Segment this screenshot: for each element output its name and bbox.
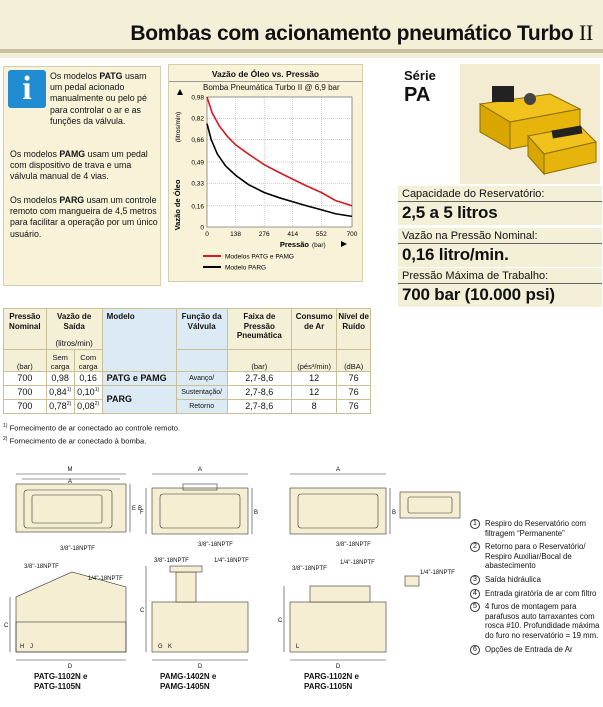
caption-line: PAMG-1405N [160, 682, 210, 691]
caption-line: PATG-1105N [34, 682, 81, 691]
dim-a3: A [335, 467, 341, 473]
y-axis-arrow-icon [177, 89, 183, 95]
paragraph-text: Os modelos [50, 71, 100, 81]
paragraph-text: usam um pedal com dispositivo de trava e uma válvula manual de 4 vias. [10, 149, 148, 182]
series-label: Série [404, 68, 436, 83]
caption-line: PATG-1102N e [34, 672, 88, 681]
pump-photo-illustration [460, 64, 600, 184]
y-tick-label: 0,66 [191, 136, 204, 144]
th-pressao: Pressão Nominal [4, 309, 47, 350]
legend-text: Entrada giratória de ar com filtro [485, 588, 597, 598]
legend-text: Respiro do Reservatório com filtragem “Permanente” [485, 519, 586, 538]
dim-d3: D [335, 664, 341, 670]
table-row [4, 385, 371, 399]
patg-top-view [16, 484, 126, 532]
cell-com [74, 385, 102, 399]
spec-label: Pressão Máxima de Trabalho: [398, 268, 602, 284]
spec-pressure [398, 268, 602, 307]
footnote-text: Fornecimento de ar conectado à bomba. [9, 436, 147, 446]
legend-item [470, 542, 600, 571]
model-name: PATG [99, 71, 123, 81]
th-sem-carga: Sem carga [46, 349, 74, 371]
flow-pressure-chart [169, 65, 364, 283]
port-patg-top: 3/8"-18NPTF [60, 546, 95, 552]
series-badge [404, 68, 436, 107]
cell-faixa: 2,7-8,6 [227, 371, 291, 385]
spec-value: 2,5 a 5 litros [402, 203, 498, 222]
y-axis-label: Vazão de Óleo [173, 179, 182, 231]
cell-consumo: 12 [291, 385, 336, 399]
cell-sem-value: 0,84 [49, 387, 67, 397]
dim-f: F [140, 510, 144, 516]
cell-ruido: 76 [337, 371, 371, 385]
port-patg-side-14: 1/4"-18NPTF [88, 576, 123, 582]
info-paragraph-patg [50, 71, 158, 127]
series-value: PA [404, 84, 431, 106]
spec-value: 0,16 litro/min. [402, 245, 509, 264]
caption-pamg [160, 672, 216, 692]
chart-subtitle: Bomba Pneumática Turbo II @ 6,9 bar [203, 83, 340, 92]
footnote-sup: 2) [3, 435, 8, 442]
cell-faixa: 2,7-8,6 [227, 385, 291, 399]
paragraph-text: Os modelos [10, 195, 60, 205]
th-vazao-label: Vazão de Saída [57, 312, 92, 331]
legend-text: 4 furos de montagem para parafusos auto tarraxantes com rosca #10. Profundidade máxima do furo no reservatório = 19 mm. [485, 602, 600, 640]
unit-funcao [176, 349, 227, 371]
parg-top-view [290, 488, 386, 534]
cell-com: 0,16 [74, 371, 102, 385]
th-vazao-unit: (litros/min) [55, 339, 93, 348]
table-footnotes [3, 421, 180, 446]
footnote-1 [3, 421, 180, 434]
cell-ruido: 76 [337, 385, 371, 399]
caption-patg [34, 672, 88, 692]
x-axis-unit: (bar) [312, 242, 326, 249]
pamg-side-view [152, 602, 248, 652]
cell-sem [46, 385, 74, 399]
parg-side-view [290, 602, 386, 652]
header-rule [0, 49, 603, 53]
model-name: PARG [59, 195, 85, 205]
dim-c3: C [278, 618, 283, 624]
legend-entry: Modelos PATG e PAMG [225, 253, 294, 261]
legend-number: 1 [470, 519, 480, 529]
footnote-sup: 1) [3, 423, 8, 429]
y-axis-unit: (litros/min) [175, 111, 182, 143]
table-row [4, 371, 371, 385]
cell-pressao: 700 [4, 385, 47, 399]
cell-com-sup: 1) [94, 387, 100, 393]
legend-number: 3 [470, 575, 480, 585]
x-axis-label: Pressão [279, 240, 309, 249]
x-tick-label: 552 [315, 231, 327, 238]
caption-parg [304, 672, 359, 692]
cell-com [74, 399, 102, 413]
cell-funcao: Sustentação/ [176, 385, 227, 399]
cell-com-value: 0,10 [77, 387, 95, 397]
paragraph-text: Os modelos [10, 149, 60, 159]
y-tick-label: 0,49 [191, 159, 204, 167]
page-title-text: Bombas com acionamento pneumático Turbo [130, 22, 574, 45]
port-pamg-side-38: 3/8"-18NPTF [154, 558, 189, 564]
cell-faixa: 2,7-8,6 [227, 399, 291, 413]
x-tick-label: 276 [258, 231, 270, 238]
spec-value: 700 bar (10.000 psi) [402, 285, 555, 304]
legend-item [470, 645, 600, 655]
legend-number: 6 [470, 645, 480, 655]
footnote-2 [3, 434, 180, 447]
model-name: PAMG [59, 149, 86, 159]
cell-funcao: Avanço/ [176, 371, 227, 385]
dim-a: A [67, 479, 73, 485]
table-row [4, 399, 371, 413]
legend-item [470, 602, 600, 640]
dim-l: L [296, 644, 300, 650]
cell-pressao: 700 [4, 399, 47, 413]
y-tick-label: 0,33 [191, 180, 204, 188]
dim-k: K [168, 644, 173, 650]
legend-item [470, 589, 600, 599]
caption-line: PARG-1102N e [304, 672, 359, 681]
cell-com-value: 0,08 [77, 401, 95, 411]
product-photo [460, 64, 600, 184]
x-tick-label: 700 [346, 231, 358, 238]
dim-d2: D [197, 664, 203, 670]
port-parg-side-14a: 1/4"-18NPTF [340, 560, 375, 566]
paragraph-text: usam um pedal acionado manualmente ou pelo pé para controlar o ar e as funções da válvula. [50, 71, 147, 126]
x-tick-label: 414 [287, 231, 299, 238]
cell-ruido: 76 [337, 399, 371, 413]
spec-reservoir [398, 186, 602, 225]
dim-c2: C [140, 608, 145, 614]
drawing-legend [470, 519, 600, 658]
page-header [0, 0, 603, 58]
caption-line: PARG-1105N [304, 682, 353, 691]
legend-item [470, 519, 600, 538]
paragraph-text: usam um controle remoto com mangueira de 4,5 metros para facilitar a operação por um único usuário. [10, 195, 158, 239]
th-consumo: Consumo de Ar [291, 309, 336, 350]
spec-flow [398, 228, 602, 267]
cell-pressao: 700 [4, 371, 47, 385]
port-patg-side-38: 3/8"-18NPTF [24, 564, 59, 570]
chart-panel [168, 64, 363, 282]
th-ruido: Nível de Ruído [337, 309, 371, 350]
cell-sem-sup: 2) [66, 401, 72, 407]
port-parg-side-38: 3/8"-18NPTF [292, 566, 327, 572]
unit-ruido: (dBA) [337, 349, 371, 371]
legend-number: 4 [470, 589, 480, 599]
y-tick-label: 0,98 [191, 94, 204, 102]
unit-consumo: (pés³/min) [291, 349, 336, 371]
x-axis-arrow-icon [341, 241, 347, 247]
port-parg-top: 3/8"-18NPTF [336, 542, 371, 548]
cell-sem-sup: 1) [66, 387, 72, 393]
cell-com-sup: 2) [94, 401, 100, 407]
cell-modelo: PATG e PAMG [102, 371, 176, 385]
legend-text: Opções de Entrada de Ar [485, 644, 573, 654]
th-funcao: Função da Válvula [176, 309, 227, 350]
legend-number: 2 [470, 542, 480, 552]
page-title [130, 20, 593, 46]
dim-m: M [67, 467, 73, 473]
th-com-carga: Com carga [74, 349, 102, 371]
legend-text: Saída hidráulica [485, 574, 541, 584]
dim-h: H [20, 644, 25, 650]
patg-side-view [16, 572, 126, 652]
cell-modelo: PARG [102, 385, 176, 413]
x-tick-label: 138 [230, 231, 242, 238]
port-pamg-side-14: 1/4"-18NPTF [214, 558, 249, 564]
dim-g: G [158, 644, 163, 650]
unit-faixa: (bar) [227, 349, 291, 371]
dim-c: C [4, 623, 9, 629]
legend-entry: Modelo PARG [225, 264, 267, 272]
x-tick-label: 0 [205, 231, 209, 238]
caption-line: PAMG-1402N e [160, 672, 217, 681]
chart-title: Vazão de Óleo vs. Pressão [169, 69, 362, 82]
legend-number: 5 [470, 602, 480, 612]
th-modelo: Modelo [102, 309, 176, 372]
cell-sem [46, 399, 74, 413]
page-title-roman: II [578, 20, 593, 45]
port-pamg-top: 3/8"-18NPTF [198, 542, 233, 548]
pamg-top-view [152, 488, 248, 534]
dimension-drawings [0, 462, 465, 707]
spec-label: Capacidade do Reservatório: [398, 186, 602, 202]
spec-label: Vazão na Pressão Nominal: [398, 228, 602, 244]
info-icon: i [8, 70, 46, 108]
legend-item [470, 575, 600, 585]
info-box [3, 66, 161, 286]
cell-consumo: 8 [291, 399, 336, 413]
dim-e: E [132, 506, 137, 512]
cell-sem: 0,98 [46, 371, 74, 385]
legend-text: Retorno para o Reservatório/ Respiro Auxiliar/Bocal de abastecimento [485, 542, 586, 571]
cell-consumo: 12 [291, 371, 336, 385]
dim-b3: B [392, 510, 397, 516]
y-tick-label: 0 [200, 224, 204, 232]
dim-a2: A [197, 467, 203, 473]
th-faixa: Faixa de Pressão Pneumática [227, 309, 291, 350]
cell-sem-value: 0,78 [49, 401, 67, 411]
th-vazao [46, 309, 102, 350]
y-tick-label: 0,16 [191, 203, 204, 211]
cell-funcao: Retorno [176, 399, 227, 413]
info-paragraph-pamg [10, 149, 158, 183]
dim-b: B [138, 506, 143, 512]
unit-pressao: (bar) [4, 349, 47, 371]
dim-j: J [30, 644, 33, 650]
footnote-text: Fornecimento de ar conectado ao controle remoto. [9, 423, 181, 433]
info-paragraph-parg [10, 195, 158, 240]
dim-b2: B [254, 510, 259, 516]
y-tick-label: 0,82 [191, 115, 204, 123]
spec-table [3, 308, 371, 414]
dim-d: D [67, 664, 73, 670]
port-parg-side-14b: 1/4"-18NPTF [420, 570, 455, 576]
